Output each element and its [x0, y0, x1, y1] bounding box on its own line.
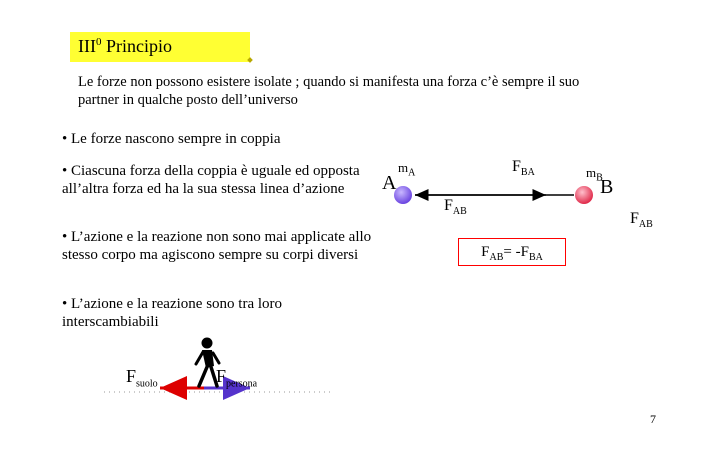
mass-b-label: $m_B$ [586, 165, 603, 184]
ground-force-label: $F_{suolo}$ [126, 366, 158, 390]
force-ab-label-left: $F_{AB}$ [444, 197, 467, 218]
mass-a-label: $m_A$ [398, 160, 416, 179]
bullet-4: • L’azione e la reazione sono tra loro interscambiabili [62, 296, 283, 330]
bullet-1: • Le forze nascono sempre in coppia [62, 131, 281, 147]
sphere-a [394, 186, 412, 204]
action-reaction-equation: $F_{AB}= -F_{BA}$ [458, 238, 566, 266]
bullet-3: • L’azione e la reazione non sono mai applicate allo stesso corpo ma agiscono sempre su corpi diversi [62, 229, 372, 263]
page-number: 7 [650, 412, 656, 426]
title-rest: Principio [101, 36, 172, 56]
person-force-label: $F_{persona}$ [216, 366, 258, 390]
sphere-b [575, 186, 593, 204]
force-ba-label: $F_{BA}$ [512, 158, 535, 179]
bullet-2: • Ciascuna forza della coppia è uguale ed opposta all’altra forza ed ha la sua stessa linea d’azione [62, 163, 360, 197]
force-ab-label-right: $F_{AB}$ [630, 210, 653, 231]
body-a-label: A [382, 172, 397, 194]
title-superscript: 0 [95, 36, 102, 48]
title-main: III [78, 36, 96, 56]
body-b-label: B [600, 176, 614, 198]
intro-text: Le forze non possono esistere isolate ; quando si manifesta una forza c’è sempre il suo partner in qualche posto dell’universo [78, 74, 580, 108]
